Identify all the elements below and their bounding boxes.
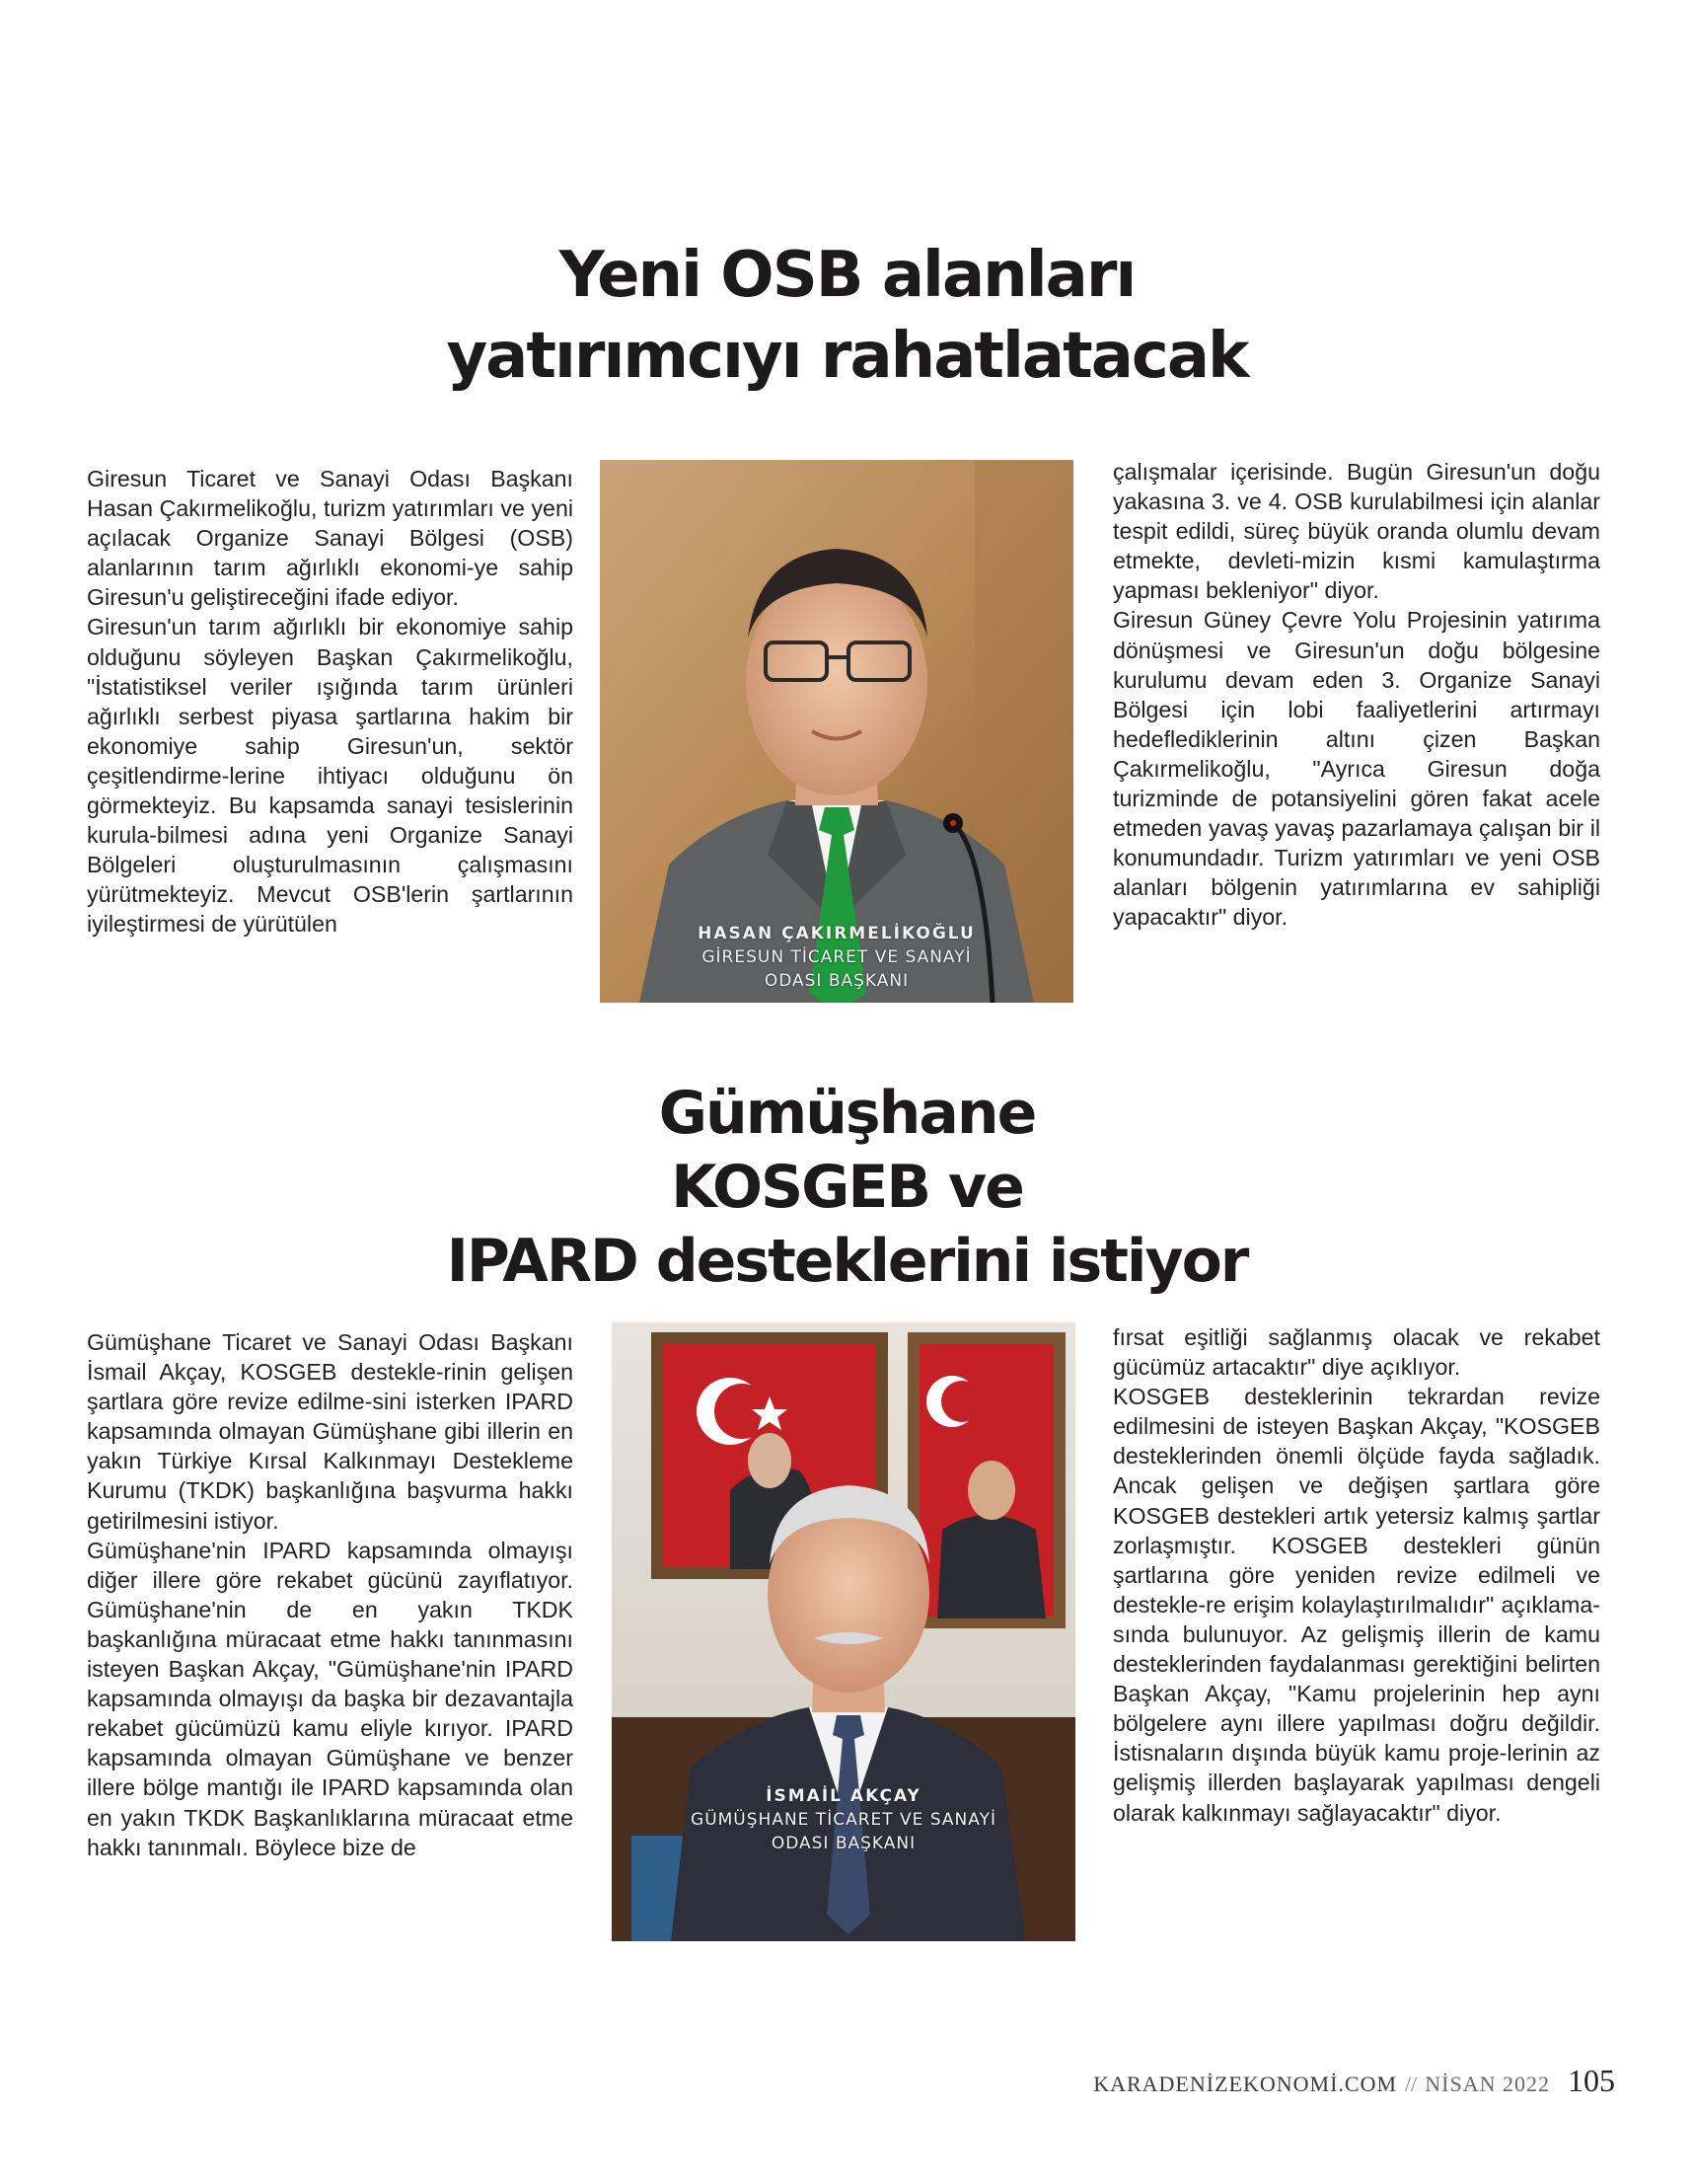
caption-title: ODASI BAŞKANI <box>771 1834 917 1853</box>
page-footer <box>1093 2063 1615 2099</box>
portrait-photo-hasan <box>600 460 1073 1003</box>
headline-line: KOSGEB ve <box>671 1153 1023 1222</box>
photo-caption <box>600 922 1073 993</box>
paragraph: Gümüşhane'nin IPARD kapsamında olmayışı diğer illere göre rekabet gücünü zayıflatıyor. Gümüşhane'nin de en yakın TKDK başkanlığına müracaat etme hakkı tanınmasını isteyen Başkan Akçay, "Gümüşhane'nin IPARD kapsamında olmayışı da başka bir dezavantajla rekabet gücümüzü kamu eliyle kırıyor. IPARD kapsamında olmayan Gümüşhane ve benzer illere bölge mantığı ile IPARD kapsamında olan en yakın TKDK Başkanlıklarına müracaat etme hakkı tanınmalı. Böylece bize de <box>87 1537 573 1860</box>
article-2-left-column <box>87 1327 573 1862</box>
paragraph: KOSGEB desteklerinin tekrardan revize edilmesini de isteyen Başkan Akçay, "KOSGEB desteklerinden önemli ölçüde fayda sağladık. Ancak gelişen ve değişen şartlara göre KOSGEB destekleri artık yetersiz kalmış şartlar zorlaşmıştır. KOSGEB destekleri günün şartlarına göre yeniden revize edilmeli ve destekle-re erişim kolaylaştırılmalıdır" açıklama-sında bulunuyor. Az gelişmiş illerin de kamu desteklerinden faydalanması gerektiğini belirten Başkan Akçay, "Kamu projelerinin hep aynı bölgelere aynı illere yapılması doğru değildir. İstisnaların dışında büyük kamu proje-lerinin az gelişmiş illerden başlayarak yapılması dengeli olarak kalkınmayı sağlayacaktır" diyor. <box>1113 1384 1600 1826</box>
photo-caption <box>612 1784 1075 1855</box>
paragraph: Giresun Güney Çevre Yolu Projesinin yatırıma dönüşmesi ve Giresun'un doğu bölgesine kurulumu devam eden 3. Organize Sanayi Bölgesi için lobi faaliyetlerini artırmayı hedeflediklerinin altını çizen Başkan Çakırmelikoğlu, "Ayrıca Giresun doğa turizminde de potansiyelini gören fakat acele etmeden yavaş yavaş pazarlamaya çalışan bir il konumundadır. Turizm yatırımları ve yeni OSB alanları bölgenin yatırımlarına ev sahipliği yapacaktır" diyor. <box>1113 607 1600 931</box>
caption-title: GİRESUN TİCARET VE SANAYİ <box>701 947 972 967</box>
paragraph: fırsat eşitliği sağlanmış olacak ve rekabet gücümüz artacaktır" diye açıklıyor. <box>1113 1324 1600 1381</box>
headline-line: Yeni OSB alanları <box>558 239 1136 312</box>
caption-title: ODASI BAŞKANI <box>764 971 910 991</box>
paragraph: Gümüşhane Ticaret ve Sanayi Odası Başkanı İsmail Akçay, KOSGEB destekle-rinin gelişen şartlara göre revize edilme-sini isterken IPARD kapsamında olmayan Gümüşhane gibi illerin en yakın Türkiye Kırsal Kalkınmayı Destekleme Kurumu (TKDK) başkanlığına başvurma hakkı getirilmesini istiyor. <box>87 1329 573 1534</box>
article-2-right-column <box>1113 1322 1600 1828</box>
caption-name: HASAN ÇAKIRMELİKOĞLU <box>698 924 976 943</box>
article-1-left-column <box>87 464 573 940</box>
headline-line: Gümüşhane <box>658 1079 1036 1148</box>
paragraph: Giresun'un tarım ağırlıklı bir ekonomiye sahip olduğunu söyleyen Başkan Çakırmelikoğlu, "İstatistiksel veriler ışığında tarım ürünleri ağırlıklı serbest piyasa şartlarına hakim bir ekonomiye sahip Giresun'un, sektör çeşitlendirme-lerine ihtiyacı olduğunu ön görmekteyiz. Bu kapsamda sanayi tesislerinin kurula-bilmesi adına yeni Organize Sanayi Bölgeleri oluşturulmasının çalışmasını yürütmekteyiz. Mevcut OSB'lerin şartlarının iyileştirmesi de yürütülen <box>87 614 573 938</box>
page-number: 105 <box>1568 2063 1615 2098</box>
footer-issue: NİSAN 2022 <box>1425 2071 1550 2096</box>
caption-name: İSMAİL AKÇAY <box>766 1786 921 1806</box>
caption-title: GÜMÜŞHANE TİCARET VE SANAYİ <box>691 1810 996 1830</box>
headline-line: yatırımcıyı rahatlatacak <box>446 320 1248 393</box>
headline-line: IPARD desteklerini istiyor <box>446 1227 1248 1296</box>
footer-site: KARADENİZEKONOMİ.COM <box>1093 2071 1398 2096</box>
portrait-photo-ismail <box>612 1322 1075 1941</box>
article-1-right-column <box>1113 457 1600 933</box>
footer-separator: // <box>1405 2071 1418 2096</box>
paragraph: çalışmalar içerisinde. Bugün Giresun'un doğu yakasına 3. ve 4. OSB kurulabilmesi için alanlar tespit edildi, süreç büyük oranda olumlu devam etmekte, devleti-mizin kısmi kamulaştırma yapması bekleniyor" diyor. <box>1113 459 1600 604</box>
paragraph: Giresun Ticaret ve Sanayi Odası Başkanı Hasan Çakırmelikoğlu, turizm yatırımları ve yeni açılacak Organize Sanayi Bölgesi (OSB) alanlarının tarım ağırlıklı ekonomi-ye sahip Giresun'u geliştireceğini ifade ediyor. <box>87 466 573 611</box>
